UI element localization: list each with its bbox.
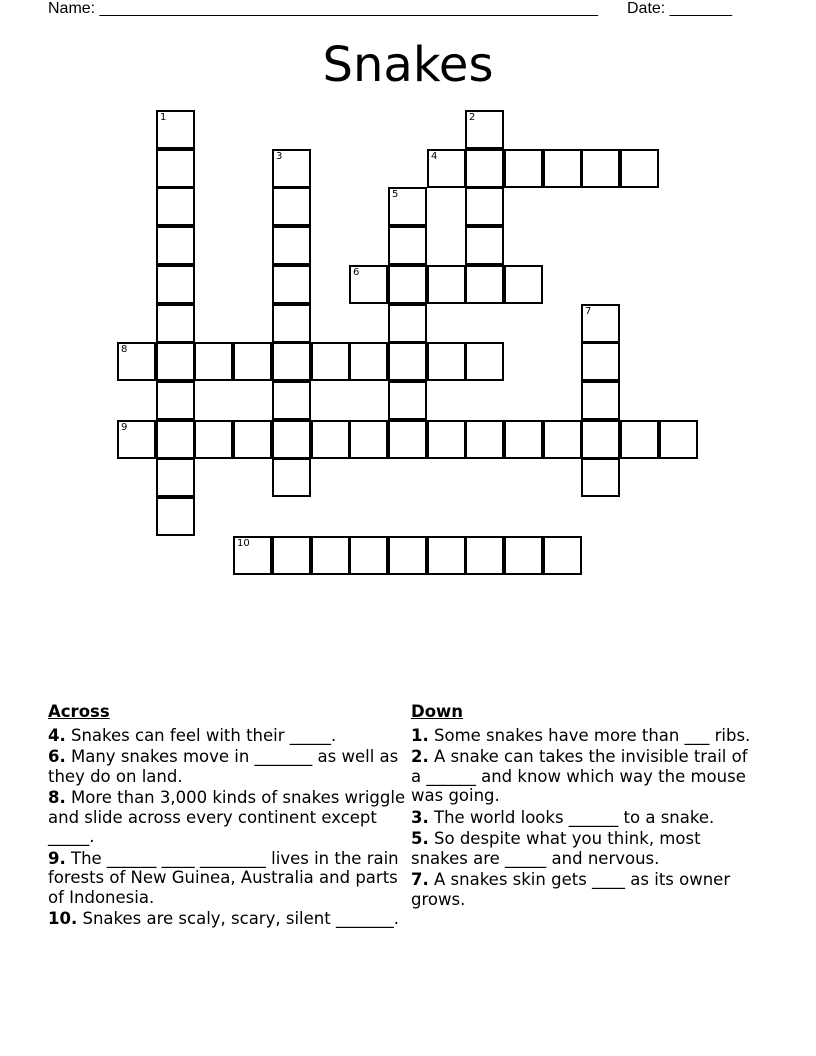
crossword-cell[interactable] (581, 342, 620, 381)
crossword-cell[interactable] (194, 420, 233, 459)
crossword-cell[interactable] (156, 149, 195, 188)
cell-number: 8 (121, 344, 128, 355)
crossword-cell[interactable] (272, 536, 311, 575)
crossword-cell[interactable] (349, 420, 388, 459)
down-clue (411, 870, 761, 909)
crossword-cell[interactable] (581, 304, 620, 343)
crossword-cell[interactable] (156, 420, 195, 459)
crossword-cell[interactable] (465, 265, 504, 304)
crossword-cell[interactable] (465, 110, 504, 149)
clue-number: 9. (48, 848, 66, 868)
crossword-cell[interactable] (504, 536, 543, 575)
down-clues (411, 702, 761, 911)
crossword-cell[interactable] (581, 149, 620, 188)
crossword-cell[interactable] (311, 536, 350, 575)
crossword-cell[interactable] (388, 536, 427, 575)
crossword-cell[interactable] (465, 420, 504, 459)
crossword-cell[interactable] (620, 420, 659, 459)
clue-text: A snake can takes the invisible trail of a ______ and know which way the mouse was going. (411, 747, 748, 805)
across-clue (48, 849, 408, 908)
crossword-cell[interactable] (427, 265, 466, 304)
cell-number: 6 (353, 267, 360, 278)
page-title: Snakes (322, 37, 494, 93)
clue-number: 5. (411, 829, 429, 848)
crossword-cell[interactable] (156, 458, 195, 497)
clue-text: Many snakes move in _______ as well as they do on land. (48, 747, 399, 786)
across-clue (48, 909, 408, 929)
clue-text: So despite what you think, most snakes are _____ and nervous. (411, 829, 701, 868)
clue-number: 3. (411, 807, 429, 827)
crossword-cell[interactable] (388, 304, 427, 343)
down-clue (411, 747, 761, 806)
crossword-cell[interactable] (311, 342, 350, 381)
clue-text: The ______ ____ ________ lives in the rain forests of New Guinea, Australia and parts of Indonesia. (48, 848, 399, 907)
crossword-cell[interactable] (156, 497, 195, 536)
crossword-cell[interactable] (388, 342, 427, 381)
crossword-cell[interactable] (156, 304, 195, 343)
crossword-cell[interactable] (504, 265, 543, 304)
crossword-cell[interactable] (156, 342, 195, 381)
crossword-cell[interactable] (349, 536, 388, 575)
date-field[interactable]: Date: _______ (627, 0, 732, 17)
crossword-cell[interactable] (465, 226, 504, 265)
crossword-cell[interactable] (272, 420, 311, 459)
crossword-cell[interactable] (427, 342, 466, 381)
crossword-cell[interactable] (156, 110, 195, 149)
crossword-cell[interactable] (543, 420, 582, 459)
name-field[interactable]: Name: ________________________________________________________ (48, 0, 598, 17)
crossword-cell[interactable] (465, 536, 504, 575)
crossword-cell[interactable] (388, 420, 427, 459)
crossword-cell[interactable] (233, 342, 272, 381)
crossword-cell[interactable] (349, 342, 388, 381)
crossword-cell[interactable] (427, 536, 466, 575)
clue-number: 2. (411, 747, 429, 766)
crossword-cell[interactable] (465, 187, 504, 226)
cell-number: 4 (431, 151, 438, 162)
clue-number: 10. (48, 909, 78, 928)
clue-text: More than 3,000 kinds of snakes wriggle and slide across every continent except _____. (48, 788, 406, 846)
crossword-cell[interactable] (272, 342, 311, 381)
across-clue (48, 726, 408, 746)
down-clue (411, 829, 761, 868)
clue-text: A snakes skin gets ____ as its owner grows. (411, 870, 731, 909)
crossword-cell[interactable] (117, 420, 156, 459)
clue-number: 1. (411, 725, 429, 745)
crossword-cell[interactable] (388, 381, 427, 420)
crossword-cell[interactable] (194, 342, 233, 381)
crossword-cell[interactable] (156, 265, 195, 304)
clue-text: Some snakes have more than ___ ribs. (434, 725, 751, 745)
crossword-cell[interactable] (117, 342, 156, 381)
cell-number: 1 (160, 112, 167, 123)
crossword-cell[interactable] (543, 536, 582, 575)
crossword-cell[interactable] (388, 187, 427, 226)
crossword-cell[interactable] (272, 458, 311, 497)
cell-number: 7 (585, 306, 592, 317)
crossword-cell[interactable] (272, 187, 311, 226)
down-clue (411, 726, 761, 746)
cell-number: 10 (237, 538, 250, 549)
crossword-cell[interactable] (311, 420, 350, 459)
crossword-cell[interactable] (427, 149, 466, 188)
cell-number: 2 (469, 112, 476, 123)
crossword-cell[interactable] (156, 226, 195, 265)
crossword-cell[interactable] (272, 304, 311, 343)
down-heading: Down (411, 702, 464, 721)
clue-number: 4. (48, 725, 66, 745)
clue-number: 7. (411, 870, 429, 889)
crossword-cell[interactable] (427, 420, 466, 459)
crossword-cell[interactable] (388, 265, 427, 304)
crossword-cell[interactable] (388, 226, 427, 265)
crossword-cell[interactable] (581, 420, 620, 459)
crossword-cell[interactable] (465, 149, 504, 188)
crossword-cell[interactable] (504, 149, 543, 188)
clue-text: Snakes are scaly, scary, silent _______. (82, 909, 399, 928)
across-clue (48, 747, 408, 786)
crossword-cell[interactable] (156, 187, 195, 226)
crossword-cell[interactable] (233, 420, 272, 459)
across-clue (48, 788, 408, 847)
clue-number: 8. (48, 788, 66, 807)
crossword-cell[interactable] (272, 149, 311, 188)
clue-text: Snakes can feel with their _____. (71, 725, 337, 745)
crossword-cell[interactable] (581, 458, 620, 497)
crossword-cell[interactable] (620, 149, 659, 188)
crossword-cell[interactable] (156, 381, 195, 420)
cell-number: 9 (121, 422, 128, 433)
across-heading: Across (48, 702, 110, 721)
crossword-cell[interactable] (659, 420, 698, 459)
cell-number: 3 (276, 151, 283, 162)
crossword-cell[interactable] (349, 265, 388, 304)
crossword-cell[interactable] (543, 149, 582, 188)
clue-number: 6. (48, 747, 66, 766)
down-clue (411, 808, 761, 828)
cell-number: 5 (392, 189, 399, 200)
crossword-cell[interactable] (272, 381, 311, 420)
crossword-cell[interactable] (581, 381, 620, 420)
across-clues (48, 702, 408, 931)
crossword-cell[interactable] (465, 342, 504, 381)
clue-text: The world looks ______ to a snake. (434, 807, 715, 827)
crossword-cell[interactable] (233, 536, 272, 575)
crossword-cell[interactable] (272, 226, 311, 265)
crossword-cell[interactable] (504, 420, 543, 459)
crossword-cell[interactable] (272, 265, 311, 304)
